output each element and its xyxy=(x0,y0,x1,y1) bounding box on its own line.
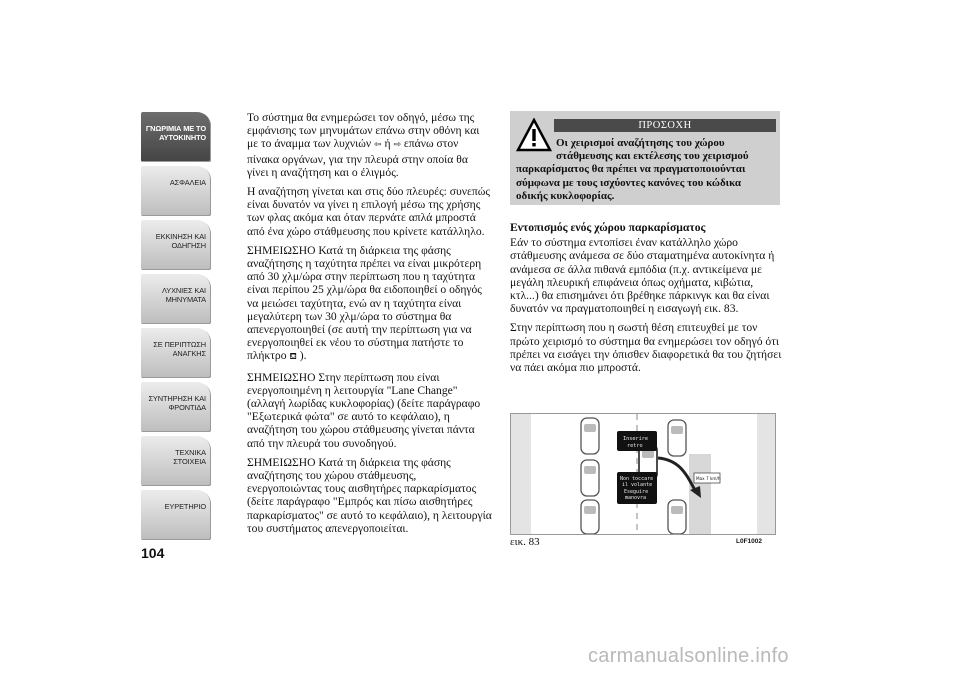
right-paragraph-2: Στην περίπτωση που η σωστή θέση επιτευχθεί με τον πρώτο χειρισμό το σύστημα θα ενημερώσει τον οδηγό ότι πρέπει να εισάγει την όπισθεν διαφορετικά θα του ζητήσει να πάει ακόμα πιο μπροστά. xyxy=(510,321,782,375)
tab-index[interactable]: ΕΥΡΕΤΗΡΙΟ xyxy=(141,490,211,540)
warning-box xyxy=(510,111,780,205)
display2-line4: manovra xyxy=(625,495,647,501)
tab-technical-data[interactable]: ΤΕΧΝΙΚΑ ΣΤΟΙΧΕΙΑ xyxy=(141,436,211,486)
display1-line1: Inserire xyxy=(623,436,648,442)
display2-line2: il volante xyxy=(622,482,653,488)
watermark-text: carmanualsonline.info xyxy=(588,645,789,667)
parking-diagram xyxy=(511,414,776,535)
paragraph-5: ΣΗΜΕΙΩΣΗΟ Κατά τη διάρκεια της φάσης αναζήτησης του χώρου στάθμευσης, ενεργοποιώντας τους αισθητήρες παρκαρίσματος (δείτε παράγραφο "Εμπρός και πίσω αισθητήρες παρκαρίσματος" σε αυτό το κεφάλαιο), η λειτουργία του συστήματος απενεργοποιείται. xyxy=(247,455,492,535)
p1-text-a: Το σύστημα θα ενημερώσει τον οδηγό, μέσω της εμφάνισης των μηνυμάτων επάνω στην οθόνη και με το άναμμα των λυχνιών xyxy=(247,111,480,151)
warning-title: ΠΡΟΣΟΧΗ xyxy=(554,119,776,132)
p3-text-a: ΣΗΜΕΙΩΣΗΟ Κατά τη διάρκεια της φάσης αναζήτησης η ταχύτητα πρέπει να είναι μικρότερη από 30 χλμ/ώρα στην περίπτωση που η ταχύτητα είναι περίπου 25 χλμ/ώρα θα ειδοποιηθεί ο οδηγός να μειώσει ταχύτητα, ενώ αν η ταχύτητα είναι μεγαλύτερη των 30 χλμ/ώρα το σύστημα θα απενεργοποιηθεί (σε αυτή την περίπτωση για να ενεργοποιηθεί εκ νέου το σύστημα πατήστε το πλήκτρο xyxy=(247,243,482,363)
left-text-column xyxy=(247,111,492,541)
display1-line2: retro xyxy=(627,443,643,449)
tab-safety[interactable]: ΑΣΦΑΛΕΙΑ xyxy=(141,166,211,216)
right-turn-arrow-icon: ⇨ xyxy=(393,140,401,151)
park-assist-button-icon: ⛾ xyxy=(289,352,297,363)
p1-or: ή xyxy=(384,137,391,151)
tab-lights-messages[interactable]: ΛΥΧΝΙΕΣ ΚΑΙ ΜΗΝΥΜΑΤΑ xyxy=(141,274,211,324)
paragraph-4: ΣΗΜΕΙΩΣΗΟ Στην περίπτωση που είναι ενεργοποιημένη η λειτουργία "Lane Change" (αλλαγή λωρίδας κυκλοφορίας) (δείτε παράγραφο "Εξωτερικά φώτα" σε αυτό το κεφάλαιο), η αναζήτηση του χώρου στάθμευσης γίνεται πάντα από την πλευρά του συνοδηγού. xyxy=(247,370,481,450)
paragraph-3 xyxy=(247,244,492,365)
paragraph-1 xyxy=(247,111,492,179)
section-heading: Εντοπισμός ενός χώρου παρκαρίσματος xyxy=(510,221,706,234)
tab-getting-to-know[interactable]: ΓΝΩΡΙΜΙΑ ΜΕ ΤΟ ΑΥΤΟΚΙΝΗΤΟ xyxy=(141,112,211,162)
chapter-sidebar xyxy=(141,112,211,544)
right-paragraph-1: Εάν το σύστημα εντοπίσει έναν κατάλληλο χώρο στάθμευσης ανάμεσα σε δύο σταματημένα αυτοκίνητα ή ανάμεσα σε άλλα πιθανά εμπόδια (π.χ. αντικείμενα με μεγάλη πλευρική επιφάνεια όπως οχήματα, κιβώτια, κτλ...) θα επισημάνει ότι βρέθηκε πάρκινγκ και θα είναι δυνατόν να πραγματοποιηθεί η εισαγωγή εικ. 83. xyxy=(510,236,775,316)
right-text-column xyxy=(510,221,782,380)
tab-starting-driving[interactable]: ΕΚΚΙΝΗΣΗ ΚΑΙ ΟΔΗΓΗΣΗ xyxy=(141,220,211,270)
p3-text-b: ). xyxy=(299,349,307,363)
p1-text-b: επάνω στον πίνακα οργάνων, για την πλευρά στην οποία θα γίνει η αναζήτηση και ο έλιγμός. xyxy=(247,137,468,179)
warning-line-1: Οι χειρισμοί αναζήτησης του χώρου xyxy=(556,137,725,149)
figure-caption: εικ. 83 xyxy=(510,536,540,548)
display2-line3: Eseguire xyxy=(624,489,649,495)
figure-code: L0F1002 xyxy=(736,538,763,545)
display2-line1: Non toccare xyxy=(620,476,654,482)
warning-text xyxy=(516,137,774,203)
warning-line-2: στάθμευσης και εκτέλεσης του χειρισμού xyxy=(556,150,749,163)
figure-parking-illustration xyxy=(510,413,776,535)
warning-rest: παρκαρίσματος θα πρέπει να πραγματοποιούνται σύμφωνα με τους ισχύοντες κανόνες του κώδικα οδικής κυκλοφορίας. xyxy=(516,163,746,202)
speed-badge: Max 7 km/h xyxy=(696,476,721,481)
tab-maintenance[interactable]: ΣΥΝΤΗΡΗΣΗ ΚΑΙ ΦΡΟΝΤΙΔΑ xyxy=(141,382,211,432)
tab-emergency[interactable]: ΣΕ ΠΕΡΙΠΤΩΣΗ ΑΝΑΓΚΗΣ xyxy=(141,328,211,378)
page-number: 104 xyxy=(141,545,165,561)
paragraph-2: Η αναζήτηση γίνεται και στις δύο πλευρές: συνεπώς είναι δυνατόν να γίνει η επιλογή μέσω της χρήσης των φλας ακόμα και όταν περνάτε απλά μπροστά από ένα χώρο στάθμευσης που κρίνετε κατάλληλο. xyxy=(247,185,490,238)
left-turn-arrow-icon: ⇦ xyxy=(374,140,382,151)
